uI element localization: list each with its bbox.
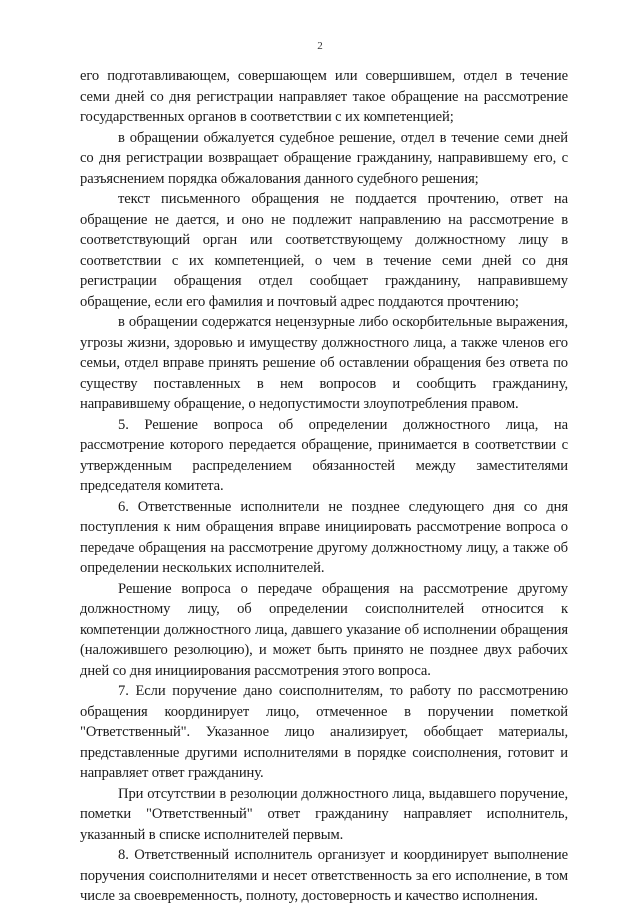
paragraph: При отсутствии в резолюции должностного лица, выдавшего поручение, пометки "Ответственный" ответ гражданину направляет исполнитель, указанный в списке исполнителей первым. (80, 785, 568, 843)
paragraph: в обращении обжалуется судебное решение, отдел в течение семи дней со дня регистрации возвращает обращение гражданину, направившему его, с разъяснением порядка обжалования данного судебного решения; (80, 129, 568, 187)
paragraph: текст письменного обращения не поддается прочтению, ответ на обращение не дается, и оно не подлежит направлению на рассмотрение в соответствующий орган или соответствующему должностному лицу в соответствии с их компетенцией, о чем в течение семи дней со дня регистрации обращения отдел сообщает гражданину, направившему обращение, если его фамилия и почтовый адрес поддаются прочтению; (80, 191, 568, 310)
paragraph: его подготавливающем, совершающем или совершившем, отдел в течение семи дней со дня регистрации направляет такое обращение на рассмотрение государственных органов в соответствии с их компетенцией; (80, 68, 568, 125)
document-body (80, 66, 568, 907)
paragraph: 7. Если поручение дано соисполнителям, то работу по рассмотрению обращения координирует лицо, отмеченное в поручении пометкой "Ответственный". Указанное лицо анализирует, обобщает материалы, представленные другими исполнителями в порядке соисполнения, готовит и направляет ответ гражданину. (80, 683, 568, 781)
paragraph: 6. Ответственные исполнители не позднее следующего дня со дня поступления к ним обращения вправе инициировать рассмотрение вопроса о передаче обращения на рассмотрение другому должностному лицу, а также об определении нескольких исполнителей. (80, 498, 568, 576)
paragraph: в обращении содержатся нецензурные либо оскорбительные выражения, угрозы жизни, здоровью и имуществу должностного лица, а также членов его семьи, отдел вправе принять решение об оставлении обращения без ответа по существу поставленных в нем вопросов и сообщить гражданину, направившему обращение, о недопустимости злоупотребления правом. (80, 314, 568, 412)
paragraph: Решение вопроса о передаче обращения на рассмотрение другому должностному лицу, об определении соисполнителей относится к компетенции должностного лица, давшего указание об исполнении обращения (наложившего резолюцию), и может быть принято не позднее двух рабочих дней со дня инициирования рассмотрения этого вопроса. (80, 580, 568, 679)
paragraph: 8. Ответственный исполнитель организует и координирует выполнение поручения соисполнителями и несет ответственность за его исполнение, в том числе за своевременность, полноту, достоверность и качество исполнения. (80, 847, 568, 904)
page-number: 2 (317, 40, 323, 52)
paragraph: 5. Решение вопроса об определении должностного лица, на рассмотрение которого передается обращение, принимается в соответствии с утвержденным распределением обязанностей между заместителями председателя комитета. (80, 416, 568, 494)
